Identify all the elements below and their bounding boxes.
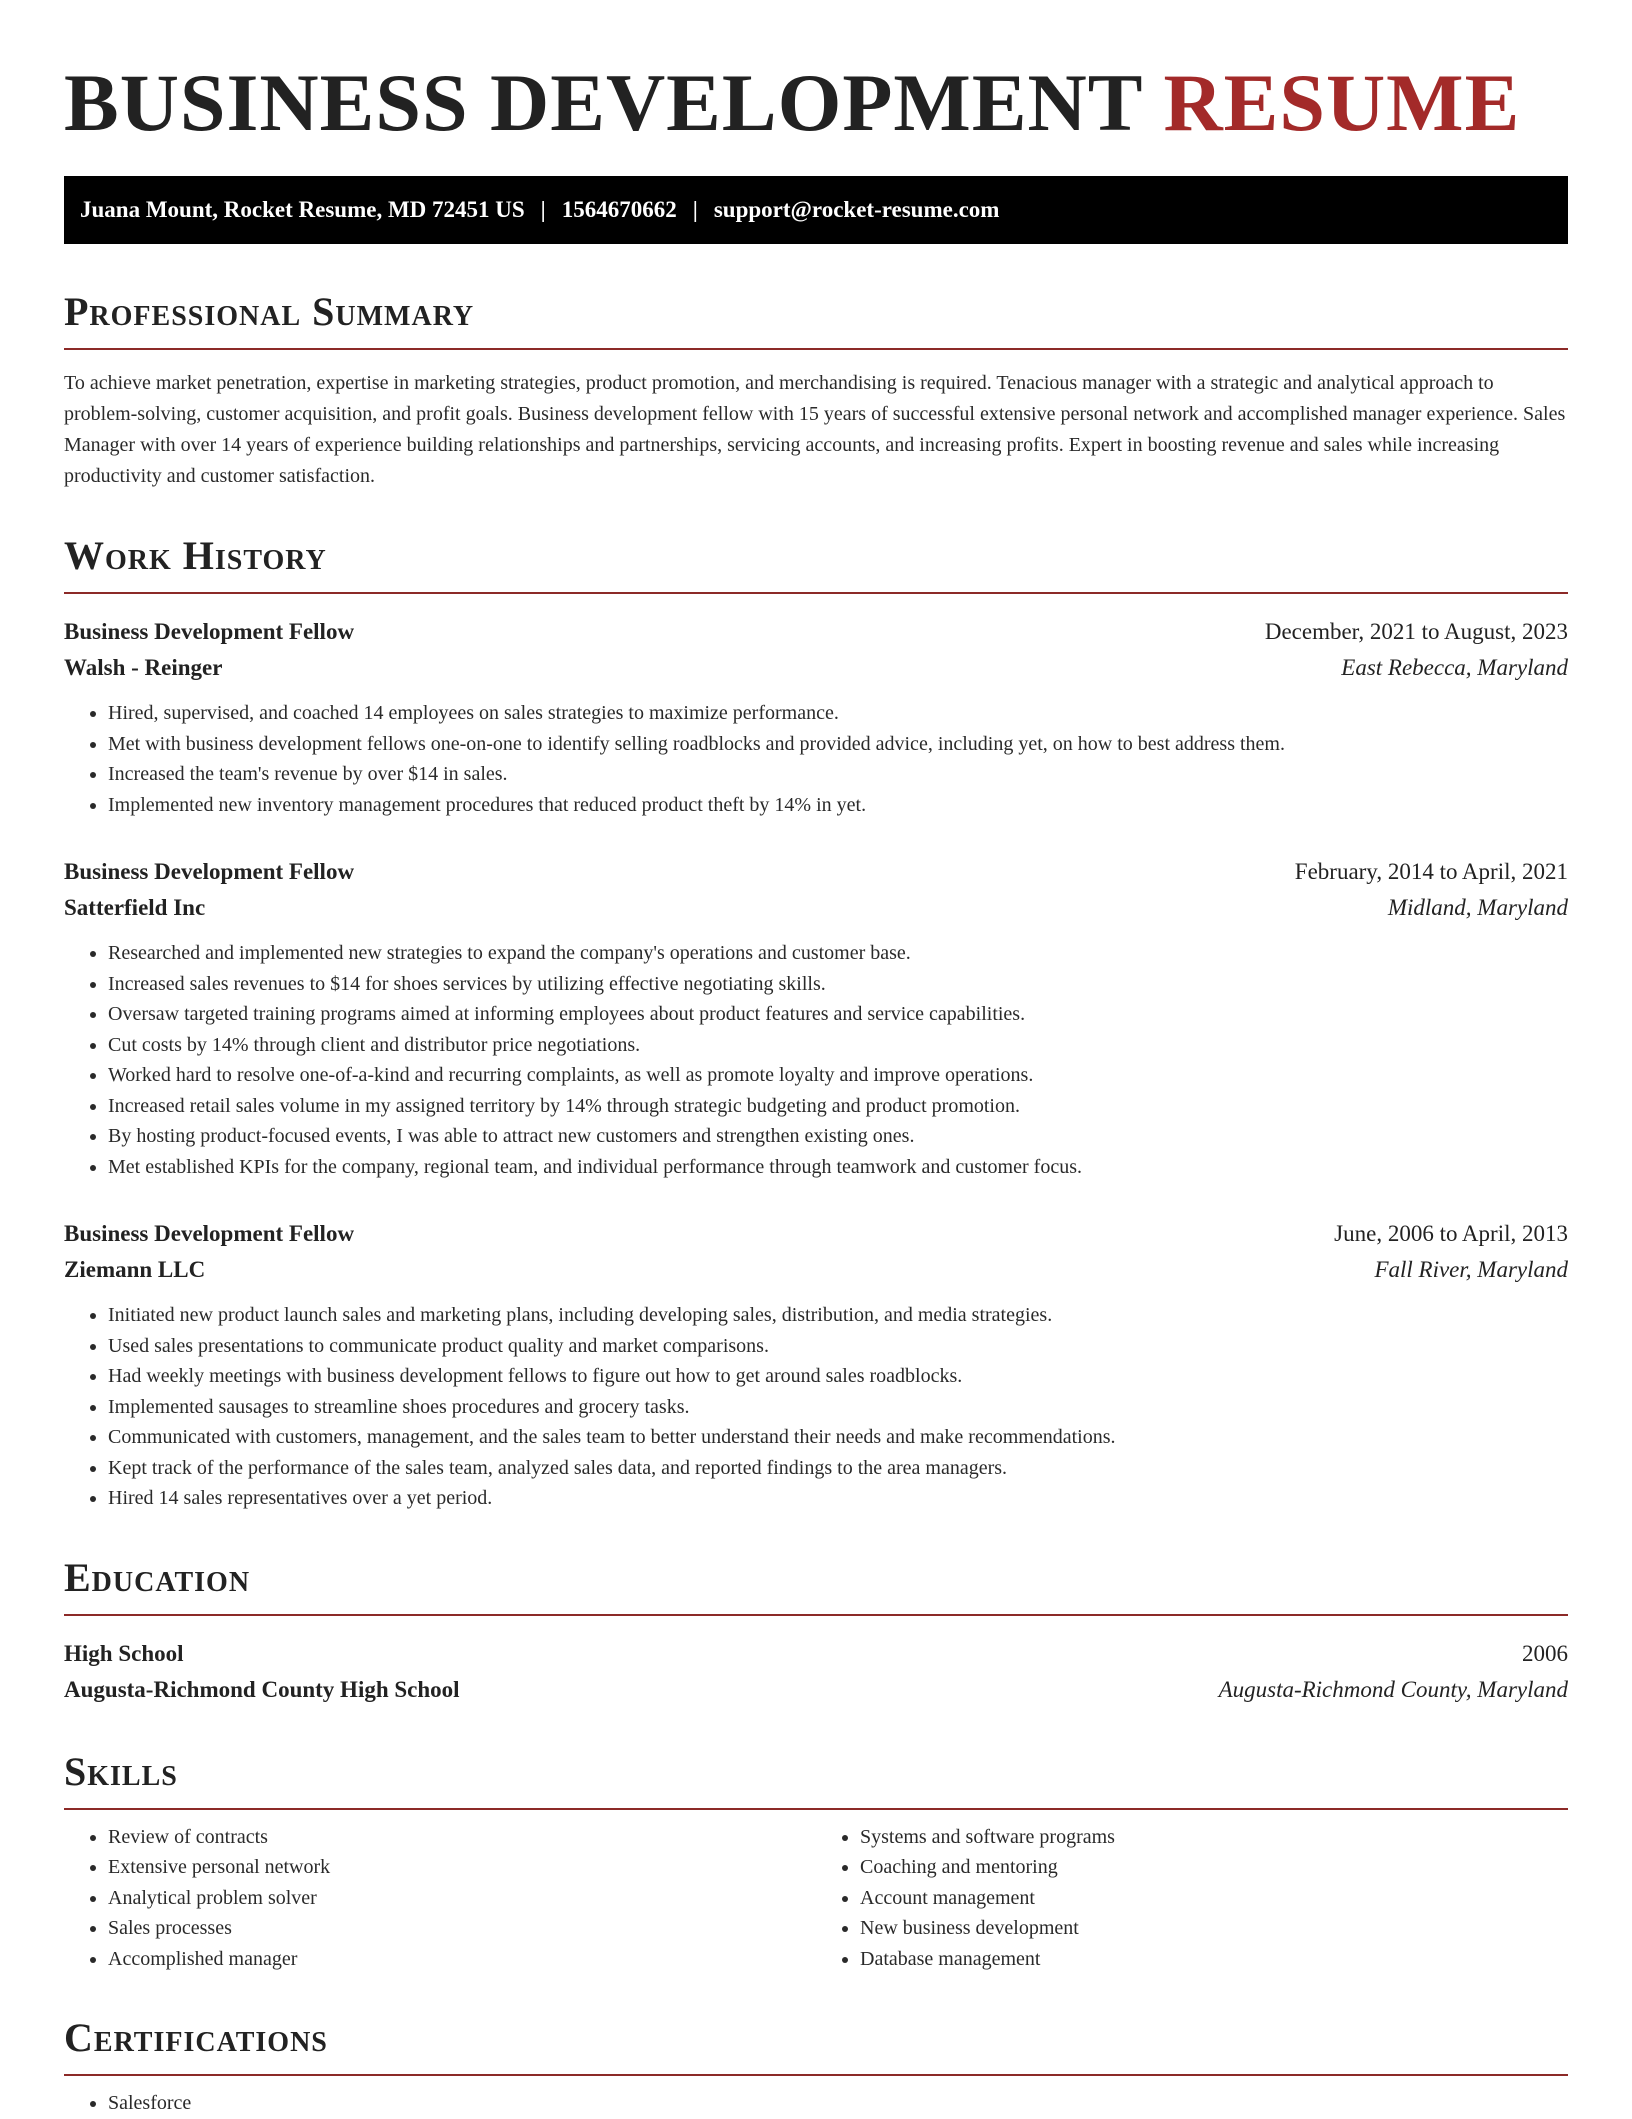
skill-item: • Review of contracts — [108, 1822, 816, 1853]
job-location: Fall River, Maryland — [1374, 1257, 1568, 1282]
list-item: • Worked hard to resolve one-of-a-kind and recurring complaints, as well as promote loyalty and improve operations. — [108, 1060, 1568, 1091]
skills-columns — [64, 1822, 1568, 1975]
job-header-row — [64, 614, 1568, 650]
job-title: Business Development Fellow — [64, 859, 355, 884]
list-item: • Increased the team's revenue by over $14 in sales. — [108, 759, 1568, 790]
title-accent: RESUME — [1163, 57, 1521, 148]
contact-separator: | — [692, 197, 698, 222]
certifications-section — [64, 2016, 1568, 2119]
job-company-row — [64, 1252, 1568, 1288]
job-title: Business Development Fellow — [64, 619, 355, 644]
skills-section — [64, 1750, 1568, 1975]
education-school: Augusta-Richmond County High School — [64, 1676, 460, 1702]
job-entry — [64, 614, 1568, 820]
job-company: Satterfield Inc — [64, 895, 206, 920]
job-dates: June, 2006 to April, 2013 — [1334, 1221, 1568, 1246]
job-title: Business Development Fellow — [64, 1221, 355, 1246]
job-header-row — [64, 854, 1568, 890]
job-bullets — [64, 698, 1568, 820]
resume-title — [64, 57, 1568, 148]
job-entry — [64, 854, 1568, 1182]
certification-item: • Salesforce — [108, 2088, 1568, 2119]
certifications-list — [64, 2088, 1568, 2119]
contact-bar — [64, 176, 1568, 244]
job-dates: February, 2014 to April, 2021 — [1294, 859, 1568, 884]
section-heading: Skills — [64, 1750, 1568, 1810]
job-company: Walsh - Reinger — [64, 655, 223, 680]
education-year: 2006 — [1522, 1640, 1568, 1666]
skill-item: • Database management — [860, 1944, 1568, 1975]
education-school-row — [64, 1672, 1568, 1708]
professional-summary-section — [64, 290, 1568, 492]
skill-item: • Coaching and mentoring — [860, 1852, 1568, 1883]
skill-item: • Sales processes — [108, 1913, 816, 1944]
list-item: • Met established KPIs for the company, regional team, and individual performance through teamwork and customer focus. — [108, 1152, 1568, 1183]
job-location: East Rebecca, Maryland — [1341, 655, 1568, 680]
skills-list-left — [64, 1822, 816, 1975]
job-company-row — [64, 650, 1568, 686]
skill-item: • Systems and software programs — [860, 1822, 1568, 1853]
list-item: • Hired, supervised, and coached 14 employees on sales strategies to maximize performance. — [108, 698, 1568, 729]
title-main: BUSINESS DEVELOPMENT — [64, 57, 1142, 148]
skill-item: • New business development — [860, 1913, 1568, 1944]
summary-text: To achieve market penetration, expertise in marketing strategies, product promotion, and merchandising is required. Tenacious manager with a strategic and analytical approach to problem-solving, customer acquisition, and profit goals. Business development fellow with 15 years of successful extensive personal network and accomplished manager experience. Sales Manager with over 14 years of experience building relationships and partnerships, servicing accounts, and increasing profits. Expert in boosting revenue and sales while increasing productivity and customer satisfaction. — [64, 372, 1566, 487]
skill-item: • Extensive personal network — [108, 1852, 816, 1883]
job-location: Midland, Maryland — [1387, 895, 1568, 920]
contact-phone: 1564670662 — [561, 197, 677, 222]
education-section — [64, 1556, 1568, 1708]
list-item: • Increased retail sales volume in my assigned territory by 14% through strategic budgeting and product promotion. — [108, 1091, 1568, 1122]
list-item: • By hosting product-focused events, I was able to attract new customers and strengthen existing ones. — [108, 1121, 1568, 1152]
work-history-section — [64, 534, 1568, 1514]
job-entry — [64, 1216, 1568, 1514]
list-item: • Cut costs by 14% through client and distributor price negotiations. — [108, 1030, 1568, 1061]
contact-address: Juana Mount, Rocket Resume, MD 72451 US — [80, 197, 525, 222]
section-heading: Work History — [64, 534, 1568, 594]
list-item: • Hired 14 sales representatives over a yet period. — [108, 1483, 1568, 1514]
skill-item: • Analytical problem solver — [108, 1883, 816, 1914]
list-item: • Researched and implemented new strategies to expand the company's operations and customer base. — [108, 938, 1568, 969]
skill-item: • Account management — [860, 1883, 1568, 1914]
list-item: • Kept track of the performance of the sales team, analyzed sales data, and reported findings to the area managers. — [108, 1453, 1568, 1484]
job-company: Ziemann LLC — [64, 1257, 206, 1282]
job-bullets — [64, 1300, 1568, 1514]
list-item: • Initiated new product launch sales and marketing plans, including developing sales, distribution, and media strategies. — [108, 1300, 1568, 1331]
section-heading: Education — [64, 1556, 1568, 1616]
job-dates: December, 2021 to August, 2023 — [1264, 619, 1568, 644]
education-location: Augusta-Richmond County, Maryland — [1218, 1676, 1568, 1702]
skill-item: • Accomplished manager — [108, 1944, 816, 1975]
section-heading: Certifications — [64, 2016, 1568, 2076]
contact-separator: | — [540, 197, 546, 222]
skills-list-right — [816, 1822, 1568, 1975]
list-item: • Oversaw targeted training programs aimed at informing employees about product features and service capabilities. — [108, 999, 1568, 1030]
list-item: • Used sales presentations to communicate product quality and market comparisons. — [108, 1331, 1568, 1362]
list-item: • Met with business development fellows one-on-one to identify selling roadblocks and provided advice, including yet, on how to best address them. — [108, 729, 1568, 760]
list-item: • Implemented sausages to streamline shoes procedures and grocery tasks. — [108, 1392, 1568, 1423]
section-heading: Professional Summary — [64, 290, 1568, 350]
list-item: • Communicated with customers, management, and the sales team to better understand their needs and make recommendations. — [108, 1422, 1568, 1453]
list-item: • Increased sales revenues to $14 for shoes services by utilizing effective negotiating skills. — [108, 969, 1568, 1000]
education-header-row — [64, 1636, 1568, 1672]
list-item: • Had weekly meetings with business development fellows to figure out how to get around sales roadblocks. — [108, 1361, 1568, 1392]
contact-email: support@rocket-resume.com — [713, 197, 1000, 222]
job-header-row — [64, 1216, 1568, 1252]
job-bullets — [64, 938, 1568, 1182]
job-company-row — [64, 890, 1568, 926]
education-entry — [64, 1636, 1568, 1708]
list-item: • Implemented new inventory management procedures that reduced product theft by 14% in yet. — [108, 790, 1568, 821]
education-degree: High School — [64, 1640, 184, 1666]
